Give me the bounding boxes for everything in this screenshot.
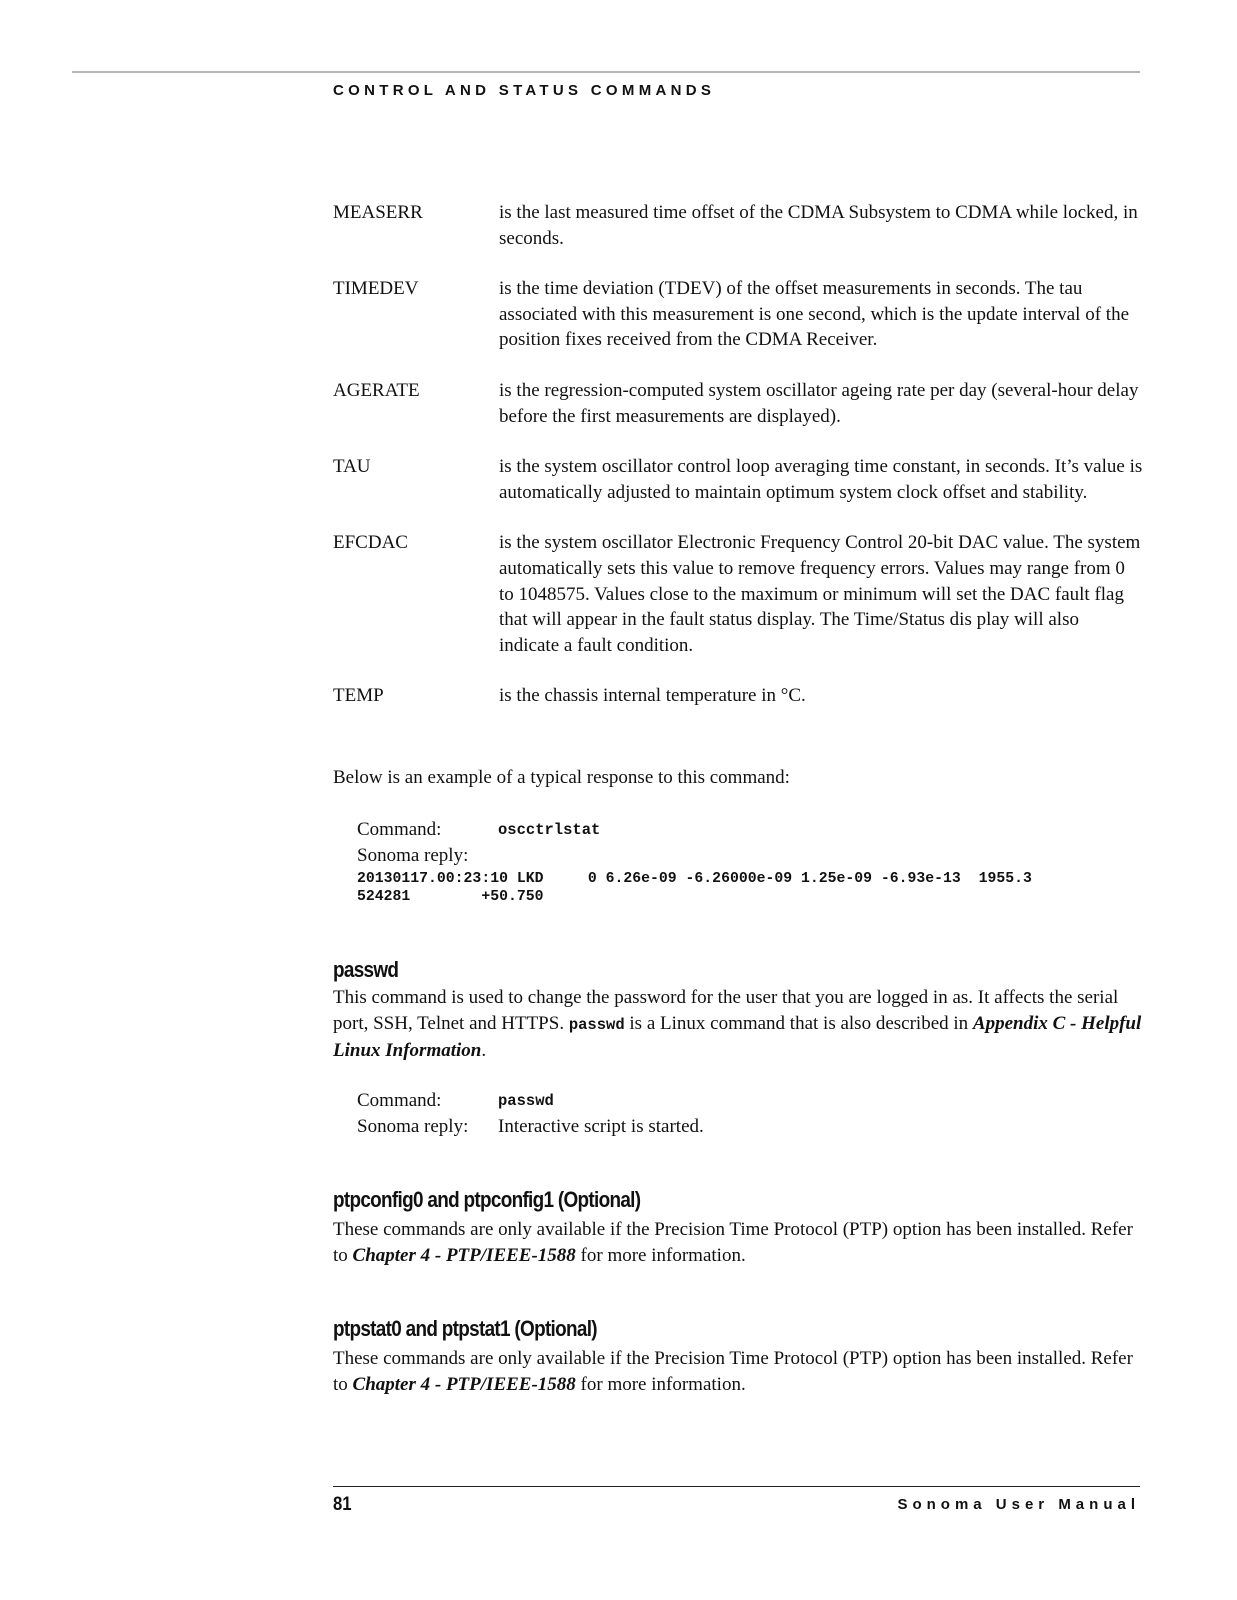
passwd-text: . [481,1040,487,1061]
definition-description: is the regression-computed system oscillator ageing rate per day (several-hour delay before the first measurements are displayed). [499,379,1139,427]
reply-row [357,1114,704,1140]
page-number: 81 [333,1494,352,1515]
ptpconfig-description [333,1217,1143,1269]
definition-description: is the system oscillator Electronic Frequency Control 20-bit DAC value. The system automatically sets this value to remove frequency errors. Values may range from 0 to 1048575. Values close to the maximum or minimum will set the DAC fault flag that will appear in the fault status display. The Time/Status dis play will also indicate a fault condition. [499,532,1141,656]
ptpconfig-text: for more information. [575,1245,746,1266]
definition-term: TAU [333,456,371,478]
example-command-block [357,817,600,869]
section-heading-passwd: passwd [333,957,399,982]
definition-term: AGERATE [333,379,420,401]
definition-description: is the chassis internal temperature in °C. [499,685,806,707]
reply-line: 524281 +50.750 [357,889,544,905]
chapter-reference: Chapter 4 - PTP/IEEE-1588 [352,1374,576,1395]
definition-description: is the time deviation (TDEV) of the offset measurements in seconds. The tau associated with this measurement is one second, which is the update interval of the position fixes received from the CDMA Receiver. [499,278,1129,351]
passwd-description [333,985,1143,1064]
definition-term: MEASERR [333,202,423,223]
appendix-reference: Appendix C - Helpful Linux Information [333,1013,1142,1061]
example-intro: Below is an example of a typical response to this command: [333,767,790,788]
reply-output [357,870,1032,906]
command-value: oscctrlstat [498,821,601,839]
definition-term: EFCDAC [333,532,408,554]
reply-row [357,843,600,869]
chapter-reference: Chapter 4 - PTP/IEEE-1588 [352,1245,576,1266]
section-heading-ptpconfig: ptpconfig0 and ptpconfig1 (Optional) [333,1187,641,1212]
footer-rule [333,1486,1140,1487]
definition-row [333,530,1143,658]
command-label: Command: [357,1090,442,1111]
reply-line: 20130117.00:23:10 LKD 0 6.26e-09 -6.26000e-09 1.25e-09 -6.93e-13 1955.3 [357,871,1032,887]
command-row [357,1088,704,1114]
section-heading-ptpstat: ptpstat0 and ptpstat1 (Optional) [333,1316,597,1341]
ptpconfig-text: These commands are only available if the Precision Time Protocol (PTP) option has been installed. Refer to [333,1219,1133,1266]
command-value: passwd [498,1092,554,1110]
definition-description: is the last measured time offset of the CDMA Subsystem to CDMA while locked, in seconds. [499,202,1138,249]
command-label: Command: [357,819,442,840]
definition-row [333,276,1143,353]
definition-row [333,454,1143,505]
ptpstat-description [333,1346,1143,1398]
running-head: CONTROL AND STATUS COMMANDS [333,82,716,99]
definition-row [333,683,1143,709]
ptpstat-text: These commands are only available if the Precision Time Protocol (PTP) option has been installed. Refer to [333,1348,1133,1395]
reply-value: Interactive script is started. [498,1116,704,1137]
definition-term: TEMP [333,685,384,707]
definition-row [333,200,1143,251]
ptpstat-text: for more information. [575,1374,746,1395]
definition-term: TIMEDEV [333,278,419,300]
passwd-command-block [357,1088,704,1140]
passwd-inline-command: passwd [568,1016,625,1034]
footer-title: Sonoma User Manual [897,1496,1140,1513]
passwd-text: is a Linux command that is also described in [624,1013,973,1034]
definition-description: is the system oscillator control loop averaging time constant, in seconds. It’s value is automatically adjusted to maintain optimum system clock offset and stability. [499,456,1143,503]
passwd-text: This command is used to change the password for the user that you are logged in as. It affects the serial port, SSH, Telnet and HTTPS. [333,987,1119,1034]
command-row [357,817,600,843]
definition-list [333,200,1143,734]
reply-label: Sonoma reply: [357,845,469,866]
header-rule [72,71,1140,73]
reply-label: Sonoma reply: [357,1116,469,1137]
definition-row [333,378,1143,429]
